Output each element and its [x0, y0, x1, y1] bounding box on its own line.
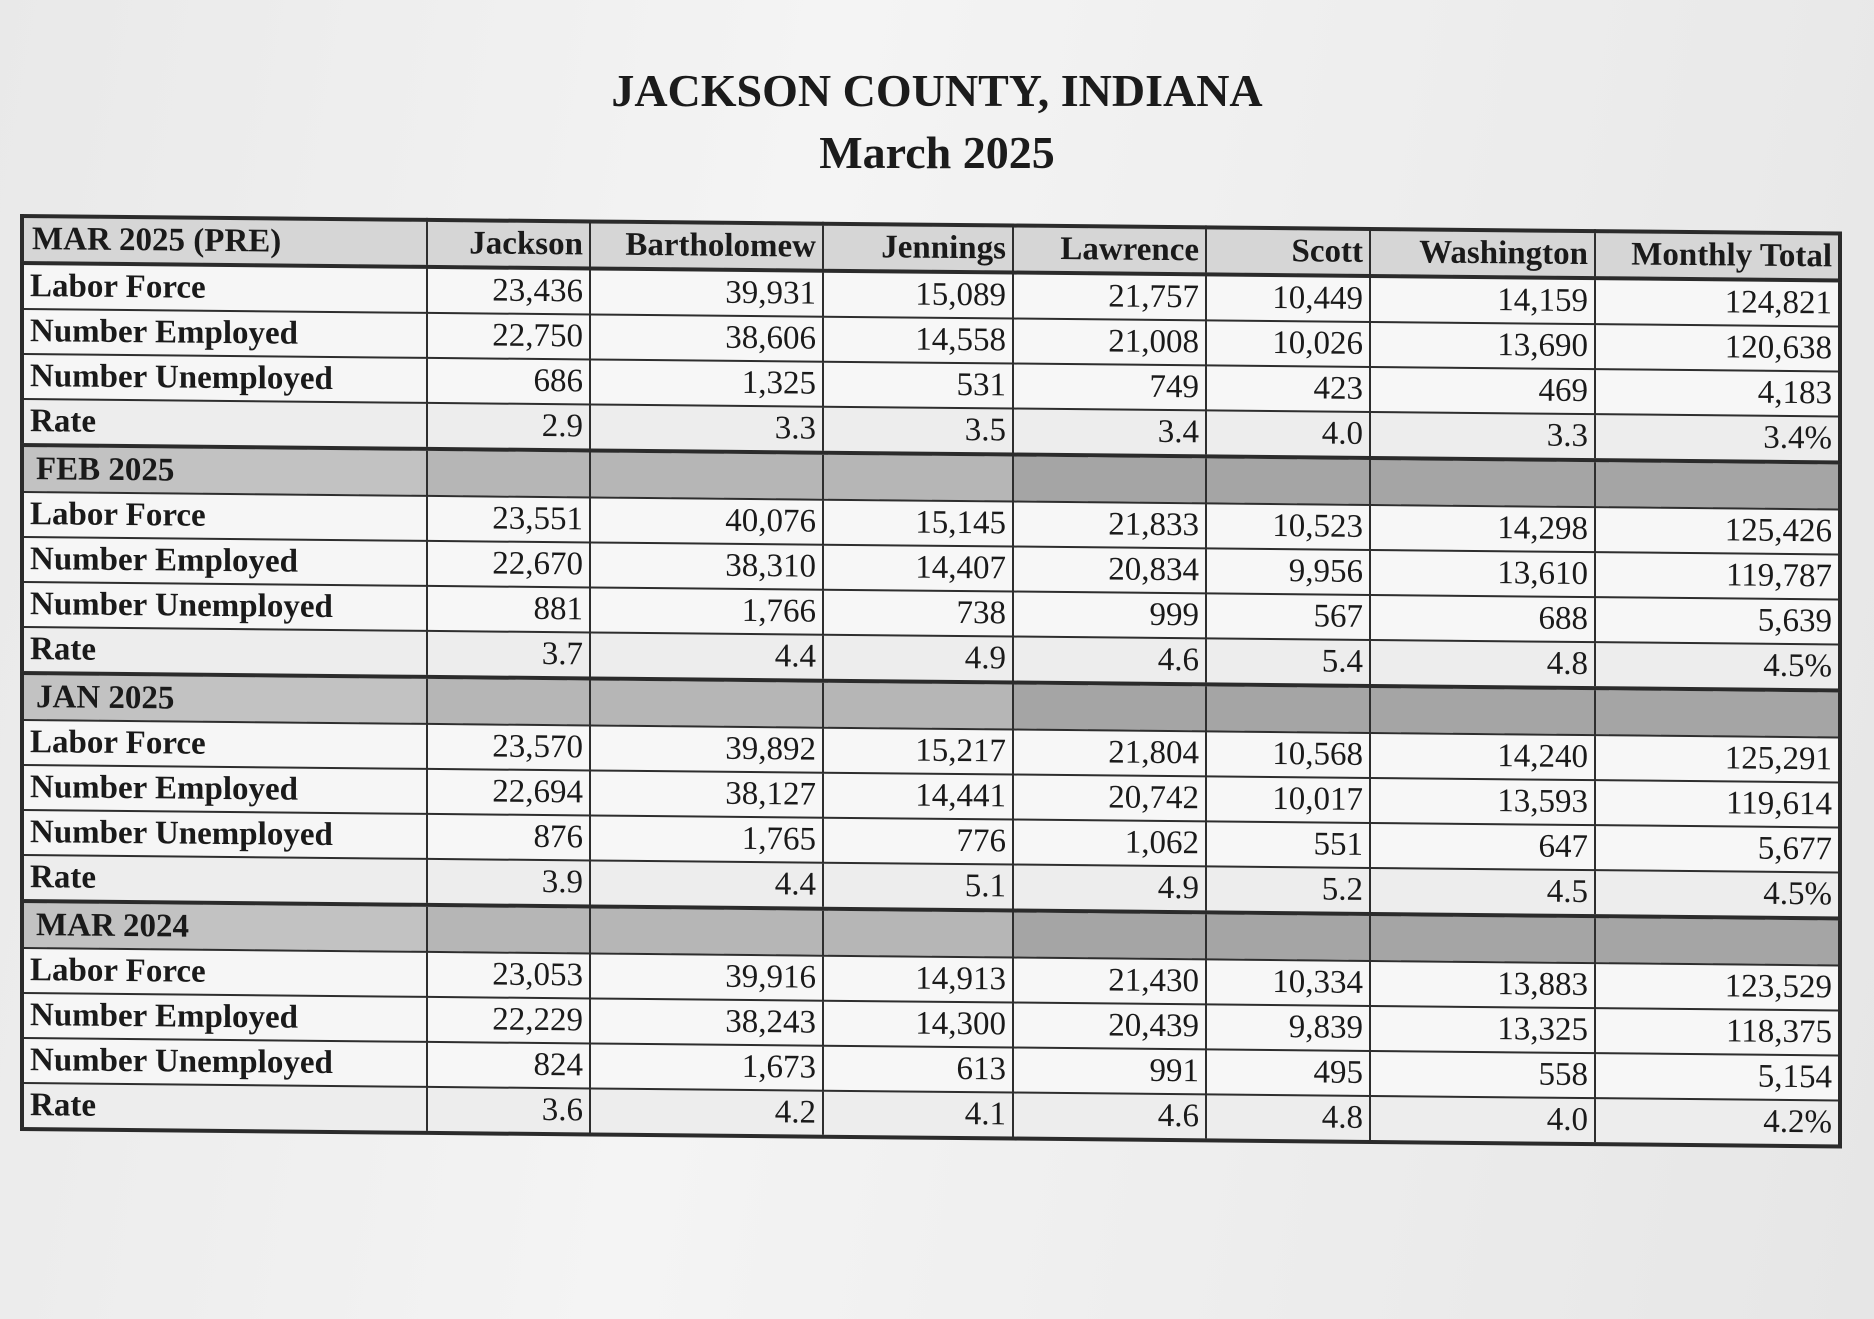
section-blank-cell — [823, 681, 1013, 730]
value-cell-lawrence: 999 — [1013, 592, 1206, 639]
value-cell-washington: 688 — [1370, 595, 1595, 642]
value-cell-bartholomew: 1,766 — [590, 587, 823, 634]
section-blank-cell — [1013, 455, 1206, 504]
value-cell-jennings: 15,217 — [823, 728, 1013, 775]
value-cell-jackson: 3.7 — [427, 631, 590, 679]
value-cell-lawrence: 749 — [1013, 364, 1206, 411]
value-cell-jackson: 3.9 — [427, 859, 590, 907]
row-label-rate: Rate — [22, 399, 427, 449]
row-label-number-employed: Number Employed — [22, 765, 427, 814]
value-cell-lawrence: 4.6 — [1013, 637, 1206, 685]
value-cell-washington: 13,690 — [1370, 322, 1595, 369]
section-blank-cell — [1370, 914, 1595, 963]
section-blank-cell — [1013, 683, 1206, 732]
value-cell-scott: 10,334 — [1206, 959, 1370, 1006]
value-cell-jennings: 15,089 — [823, 271, 1013, 319]
row-label-number-unemployed: Number Unemployed — [22, 582, 427, 631]
row-label-labor-force: Labor Force — [22, 492, 427, 541]
section-label: FEB 2025 — [22, 445, 427, 496]
value-cell-monthly-total: 5,677 — [1595, 825, 1840, 872]
value-cell-jackson: 881 — [427, 586, 590, 633]
section-blank-cell — [1370, 686, 1595, 735]
value-cell-bartholomew: 38,127 — [590, 770, 823, 817]
value-cell-washington: 14,298 — [1370, 505, 1595, 552]
value-cell-jennings: 776 — [823, 818, 1013, 865]
value-cell-jackson: 23,053 — [427, 952, 590, 999]
column-header-scott: Scott — [1206, 227, 1370, 276]
value-cell-jennings: 14,558 — [823, 317, 1013, 364]
value-cell-jennings: 15,145 — [823, 500, 1013, 547]
column-header-monthly-total: Monthly Total — [1595, 231, 1840, 280]
value-cell-jackson: 22,694 — [427, 769, 590, 816]
value-cell-jennings: 3.5 — [823, 407, 1013, 455]
column-header-jackson: Jackson — [427, 220, 590, 269]
value-cell-jennings: 531 — [823, 362, 1013, 409]
row-label-number-employed: Number Employed — [22, 309, 427, 358]
section-blank-cell — [590, 678, 823, 727]
section-blank-cell — [1595, 460, 1840, 509]
value-cell-lawrence: 21,757 — [1013, 273, 1206, 321]
value-cell-scott: 9,839 — [1206, 1004, 1370, 1051]
value-cell-monthly-total: 120,638 — [1595, 324, 1840, 371]
value-cell-monthly-total: 4,183 — [1595, 369, 1840, 416]
value-cell-jackson: 23,570 — [427, 724, 590, 771]
value-cell-bartholomew: 39,892 — [590, 725, 823, 772]
value-cell-monthly-total: 125,426 — [1595, 507, 1840, 554]
labor-statistics-table — [20, 214, 1842, 1148]
value-cell-bartholomew: 1,673 — [590, 1043, 823, 1090]
row-label-number-unemployed: Number Unemployed — [22, 1038, 427, 1087]
value-cell-scott: 423 — [1206, 365, 1370, 412]
value-cell-jackson: 3.6 — [427, 1087, 590, 1135]
value-cell-washington: 558 — [1370, 1051, 1595, 1098]
value-cell-lawrence: 4.9 — [1013, 865, 1206, 913]
value-cell-lawrence: 21,804 — [1013, 730, 1206, 777]
value-cell-bartholomew: 38,606 — [590, 314, 823, 361]
row-label-number-employed: Number Employed — [22, 993, 427, 1042]
row-label-labor-force: Labor Force — [22, 263, 427, 313]
value-cell-scott: 10,017 — [1206, 776, 1370, 823]
value-cell-lawrence: 20,742 — [1013, 775, 1206, 822]
value-cell-scott: 567 — [1206, 593, 1370, 640]
value-cell-bartholomew: 39,931 — [590, 268, 823, 316]
value-cell-bartholomew: 3.3 — [590, 404, 823, 452]
row-label-rate: Rate — [22, 1083, 427, 1133]
column-header-lawrence: Lawrence — [1013, 226, 1206, 275]
value-cell-monthly-total: 3.4% — [1595, 414, 1840, 462]
value-cell-washington: 13,883 — [1370, 961, 1595, 1008]
value-cell-washington: 14,159 — [1370, 276, 1595, 324]
value-cell-scott: 10,026 — [1206, 320, 1370, 367]
section-blank-cell — [1370, 458, 1595, 507]
value-cell-jennings: 14,913 — [823, 956, 1013, 1003]
value-cell-monthly-total: 119,787 — [1595, 552, 1840, 599]
row-label-rate: Rate — [22, 627, 427, 677]
value-cell-scott: 10,568 — [1206, 731, 1370, 778]
section-blank-cell — [427, 449, 590, 498]
value-cell-lawrence: 991 — [1013, 1048, 1206, 1095]
value-cell-jackson: 23,436 — [427, 267, 590, 315]
value-cell-scott: 5.4 — [1206, 638, 1370, 686]
value-cell-jackson: 824 — [427, 1042, 590, 1089]
value-cell-washington: 13,610 — [1370, 550, 1595, 597]
value-cell-monthly-total: 4.5% — [1595, 870, 1840, 918]
value-cell-lawrence: 20,439 — [1013, 1003, 1206, 1050]
value-cell-scott: 5.2 — [1206, 866, 1370, 914]
value-cell-monthly-total: 118,375 — [1595, 1008, 1840, 1055]
document-title: JACKSON COUNTY, INDIANA — [611, 65, 1263, 116]
value-cell-scott: 4.0 — [1206, 410, 1370, 458]
value-cell-washington: 469 — [1370, 367, 1595, 414]
section-label: MAR 2024 — [22, 901, 427, 952]
value-cell-jennings: 613 — [823, 1046, 1013, 1093]
value-cell-bartholomew: 4.2 — [590, 1088, 823, 1136]
value-cell-monthly-total: 5,154 — [1595, 1053, 1840, 1100]
value-cell-scott: 551 — [1206, 821, 1370, 868]
row-label-number-unemployed: Number Unemployed — [22, 354, 427, 403]
value-cell-washington: 647 — [1370, 823, 1595, 870]
value-cell-scott: 9,956 — [1206, 548, 1370, 595]
period-header: MAR 2025 (PRE) — [22, 216, 427, 267]
section-label: JAN 2025 — [22, 673, 427, 724]
section-blank-cell — [1595, 688, 1840, 737]
value-cell-jennings: 5.1 — [823, 863, 1013, 911]
value-cell-monthly-total: 4.2% — [1595, 1098, 1840, 1146]
value-cell-monthly-total: 124,821 — [1595, 278, 1840, 326]
table-body — [22, 263, 1840, 1146]
section-blank-cell — [1013, 911, 1206, 960]
value-cell-washington: 13,325 — [1370, 1006, 1595, 1053]
value-cell-jackson: 686 — [427, 358, 590, 405]
value-cell-scott: 495 — [1206, 1049, 1370, 1096]
value-cell-washington: 4.0 — [1370, 1096, 1595, 1144]
value-cell-jennings: 14,441 — [823, 773, 1013, 820]
section-blank-cell — [427, 677, 590, 726]
value-cell-lawrence: 4.6 — [1013, 1093, 1206, 1141]
value-cell-bartholomew: 38,310 — [590, 542, 823, 589]
section-blank-cell — [823, 909, 1013, 958]
column-header-bartholomew: Bartholomew — [590, 221, 823, 270]
value-cell-lawrence: 1,062 — [1013, 820, 1206, 867]
document-subtitle: March 2025 — [819, 127, 1055, 178]
value-cell-monthly-total: 123,529 — [1595, 963, 1840, 1010]
value-cell-bartholomew: 1,765 — [590, 815, 823, 862]
value-cell-lawrence: 21,833 — [1013, 502, 1206, 549]
value-cell-monthly-total: 125,291 — [1595, 735, 1840, 782]
row-label-labor-force: Labor Force — [22, 720, 427, 769]
value-cell-scott: 4.8 — [1206, 1094, 1370, 1142]
value-cell-scott: 10,523 — [1206, 503, 1370, 550]
value-cell-jackson: 22,750 — [427, 313, 590, 360]
value-cell-monthly-total: 119,614 — [1595, 780, 1840, 827]
value-cell-washington: 4.5 — [1370, 868, 1595, 916]
section-blank-cell — [427, 905, 590, 954]
row-label-number-employed: Number Employed — [22, 537, 427, 586]
row-label-rate: Rate — [22, 855, 427, 905]
section-blank-cell — [1206, 456, 1370, 505]
value-cell-jennings: 738 — [823, 590, 1013, 637]
value-cell-monthly-total: 5,639 — [1595, 597, 1840, 644]
value-cell-bartholomew: 40,076 — [590, 497, 823, 544]
section-blank-cell — [1206, 912, 1370, 961]
section-blank-cell — [1595, 916, 1840, 965]
row-label-number-unemployed: Number Unemployed — [22, 810, 427, 859]
value-cell-jennings: 4.9 — [823, 635, 1013, 683]
column-header-washington: Washington — [1370, 229, 1595, 278]
value-cell-bartholomew: 39,916 — [590, 953, 823, 1000]
column-header-jennings: Jennings — [823, 224, 1013, 273]
value-cell-washington: 3.3 — [1370, 412, 1595, 460]
value-cell-jennings: 14,300 — [823, 1001, 1013, 1048]
value-cell-bartholomew: 38,243 — [590, 998, 823, 1045]
section-blank-cell — [590, 450, 823, 499]
value-cell-monthly-total: 4.5% — [1595, 642, 1840, 690]
section-blank-cell — [823, 453, 1013, 502]
value-cell-lawrence: 20,834 — [1013, 547, 1206, 594]
section-blank-cell — [590, 906, 823, 955]
value-cell-jackson: 22,229 — [427, 997, 590, 1044]
value-cell-jennings: 4.1 — [823, 1091, 1013, 1139]
row-label-labor-force: Labor Force — [22, 948, 427, 997]
value-cell-washington: 13,593 — [1370, 778, 1595, 825]
section-blank-cell — [1206, 684, 1370, 733]
value-cell-jennings: 14,407 — [823, 545, 1013, 592]
value-cell-lawrence: 3.4 — [1013, 409, 1206, 457]
value-cell-bartholomew: 1,325 — [590, 359, 823, 406]
value-cell-lawrence: 21,008 — [1013, 319, 1206, 366]
value-cell-bartholomew: 4.4 — [590, 860, 823, 908]
value-cell-jackson: 876 — [427, 814, 590, 861]
value-cell-lawrence: 21,430 — [1013, 958, 1206, 1005]
value-cell-jackson: 23,551 — [427, 496, 590, 543]
value-cell-bartholomew: 4.4 — [590, 632, 823, 680]
value-cell-washington: 4.8 — [1370, 640, 1595, 688]
value-cell-jackson: 22,670 — [427, 541, 590, 588]
value-cell-washington: 14,240 — [1370, 733, 1595, 780]
value-cell-jackson: 2.9 — [427, 403, 590, 451]
value-cell-scott: 10,449 — [1206, 274, 1370, 322]
